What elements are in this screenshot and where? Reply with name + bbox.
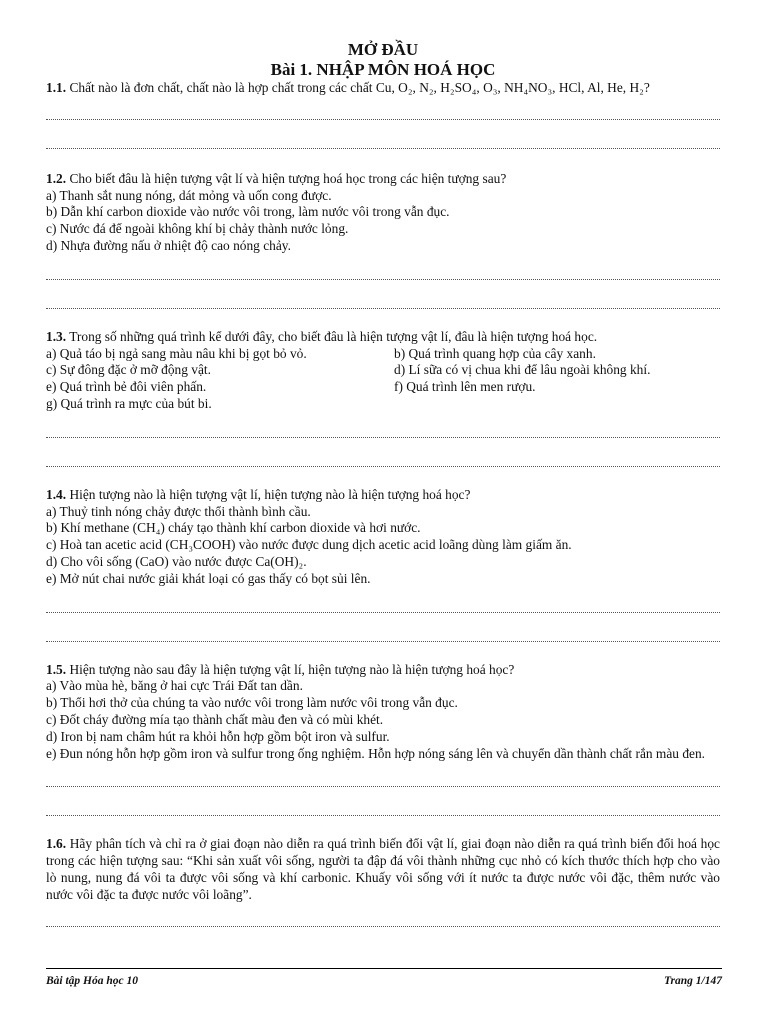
option-a: a) Thuỷ tinh nóng chảy được thổi thành bình cầu.	[46, 503, 311, 519]
option-d: d) Lí sữa có vị chua khi để lâu ngoài không khí.	[394, 362, 651, 378]
option-c: c) Sự đông đặc ở mỡ động vật.	[46, 362, 211, 378]
chapter-title: MỞ ĐẦU	[347, 40, 419, 59]
worksheet-page	[46, 40, 720, 927]
question-number: 1.1.	[46, 80, 67, 95]
options-row	[46, 379, 720, 396]
option-a: a) Quả táo bị ngả sang màu nâu khi bị gọt bỏ vỏ.	[46, 345, 307, 361]
option-b: b) Thổi hơi thở của chúng ta vào nước vôi trong làm nước vôi trong vẫn đục.	[46, 695, 458, 711]
question-number: 1.2.	[46, 170, 67, 186]
question-text: Hiện tượng nào là hiện tượng vật lí, hiện tượng nào là hiện tượng hoá học?	[69, 486, 471, 502]
question-1-5	[46, 662, 720, 679]
option-d: d) Cho vôi sống (CaO) vào nước được Ca(OH)₂.	[46, 553, 307, 569]
question-number: 1.4.	[46, 486, 67, 502]
options-row	[46, 362, 720, 379]
page-footer	[46, 968, 722, 987]
option-b: b) Dẫn khí carbon dioxide vào nước vôi trong, làm nước vôi trong vẫn đục.	[46, 204, 450, 220]
question-1-2	[46, 171, 720, 188]
option-e: e) Mở nút chai nước giải khát loại có gas thấy có bọt sủi lên.	[46, 570, 371, 586]
question-text: Hãy phân tích và chỉ ra ở giai đoạn nào diễn ra quá trình biến đổi vật lí, giai đoạn nào diễn ra quá trình biến đổi hoá học trong các hiện tượng sau: “Khi sản xuất vôi sống, người ta đập đá vôi thành những cục nhỏ có kích thước thích hợp cho vào lò nung, nung đá vôi ta được vôi sống và khí carbonic. Khuấy vôi sống với ít nước ta được nước vôi đặc, thêm nước vào nước vôi đặc ta được nước vôi loãng”.	[46, 836, 720, 902]
question-1-3	[46, 329, 720, 346]
lesson-title: Bài 1. NHẬP MÔN HOÁ HỌC	[270, 60, 496, 79]
question-1-1	[46, 80, 720, 97]
option-c: c) Nước đá để ngoài không khí bị chảy thành nước lỏng.	[46, 221, 349, 237]
option-b: b) Khí methane (CH₄) cháy tạo thành khí carbon dioxide và hơi nước.	[46, 520, 421, 536]
question-text: Trong số những quá trình kể dưới đây, cho biết đâu là hiện tượng vật lí, đâu là hiện tượng hoá học.	[69, 328, 598, 344]
question-1-6	[46, 836, 720, 903]
question-1-4	[46, 487, 720, 504]
option-c: c) Đốt cháy đường mía tạo thành chất màu đen và có mùi khét.	[46, 711, 384, 727]
question-text: Chất nào là đơn chất, chất nào là hợp chất trong các chất Cu, O₂, N₂, H₂SO₄, O₃, NH₄NO₃, HCl, Al, He, H₂?	[69, 80, 650, 95]
footer-book-title: Bài tập Hóa học 10	[46, 975, 139, 987]
option-e: e) Quá trình bẻ đôi viên phấn.	[46, 379, 207, 395]
option-b: b) Quá trình quang hợp của cây xanh.	[394, 345, 596, 361]
option-a: a) Thanh sắt nung nóng, dát mỏng và uốn cong được.	[46, 187, 332, 203]
option-d: d) Nhựa đường nấu ở nhiệt độ cao nóng chảy.	[46, 237, 291, 253]
answer-line	[46, 926, 720, 927]
option-a: a) Vào mùa hè, băng ở hai cực Trái Đất tan dần.	[46, 678, 303, 694]
question-text: Hiện tượng nào sau đây là hiện tượng vật lí, hiện tượng nào là hiện tượng hoá học?	[69, 661, 515, 677]
question-text: Cho biết đâu là hiện tượng vật lí và hiện tượng hoá học trong các hiện tượng sau?	[69, 170, 507, 186]
footer-page-number: Trang 1/147	[663, 975, 722, 987]
question-number: 1.5.	[46, 661, 67, 677]
option-g: g) Quá trình ra mực của bút bi.	[46, 395, 212, 411]
option-c: c) Hoà tan acetic acid (CH₃COOH) vào nước được dung dịch acetic acid loãng dùng làm giấm ăn.	[46, 537, 572, 553]
question-number: 1.6.	[46, 836, 67, 852]
question-number: 1.3.	[46, 328, 67, 344]
options-row	[46, 346, 720, 363]
option-f: f) Quá trình lên men rượu.	[394, 379, 536, 395]
option-e: e) Đun nóng hỗn hợp gồm iron và sulfur trong ống nghiệm. Hỗn hợp nóng sáng lên và chuyển dần thành chất rắn màu đen.	[46, 745, 706, 761]
option-d: d) Iron bị nam châm hút ra khỏi hỗn hợp gồm bột iron và sulfur.	[46, 728, 390, 744]
